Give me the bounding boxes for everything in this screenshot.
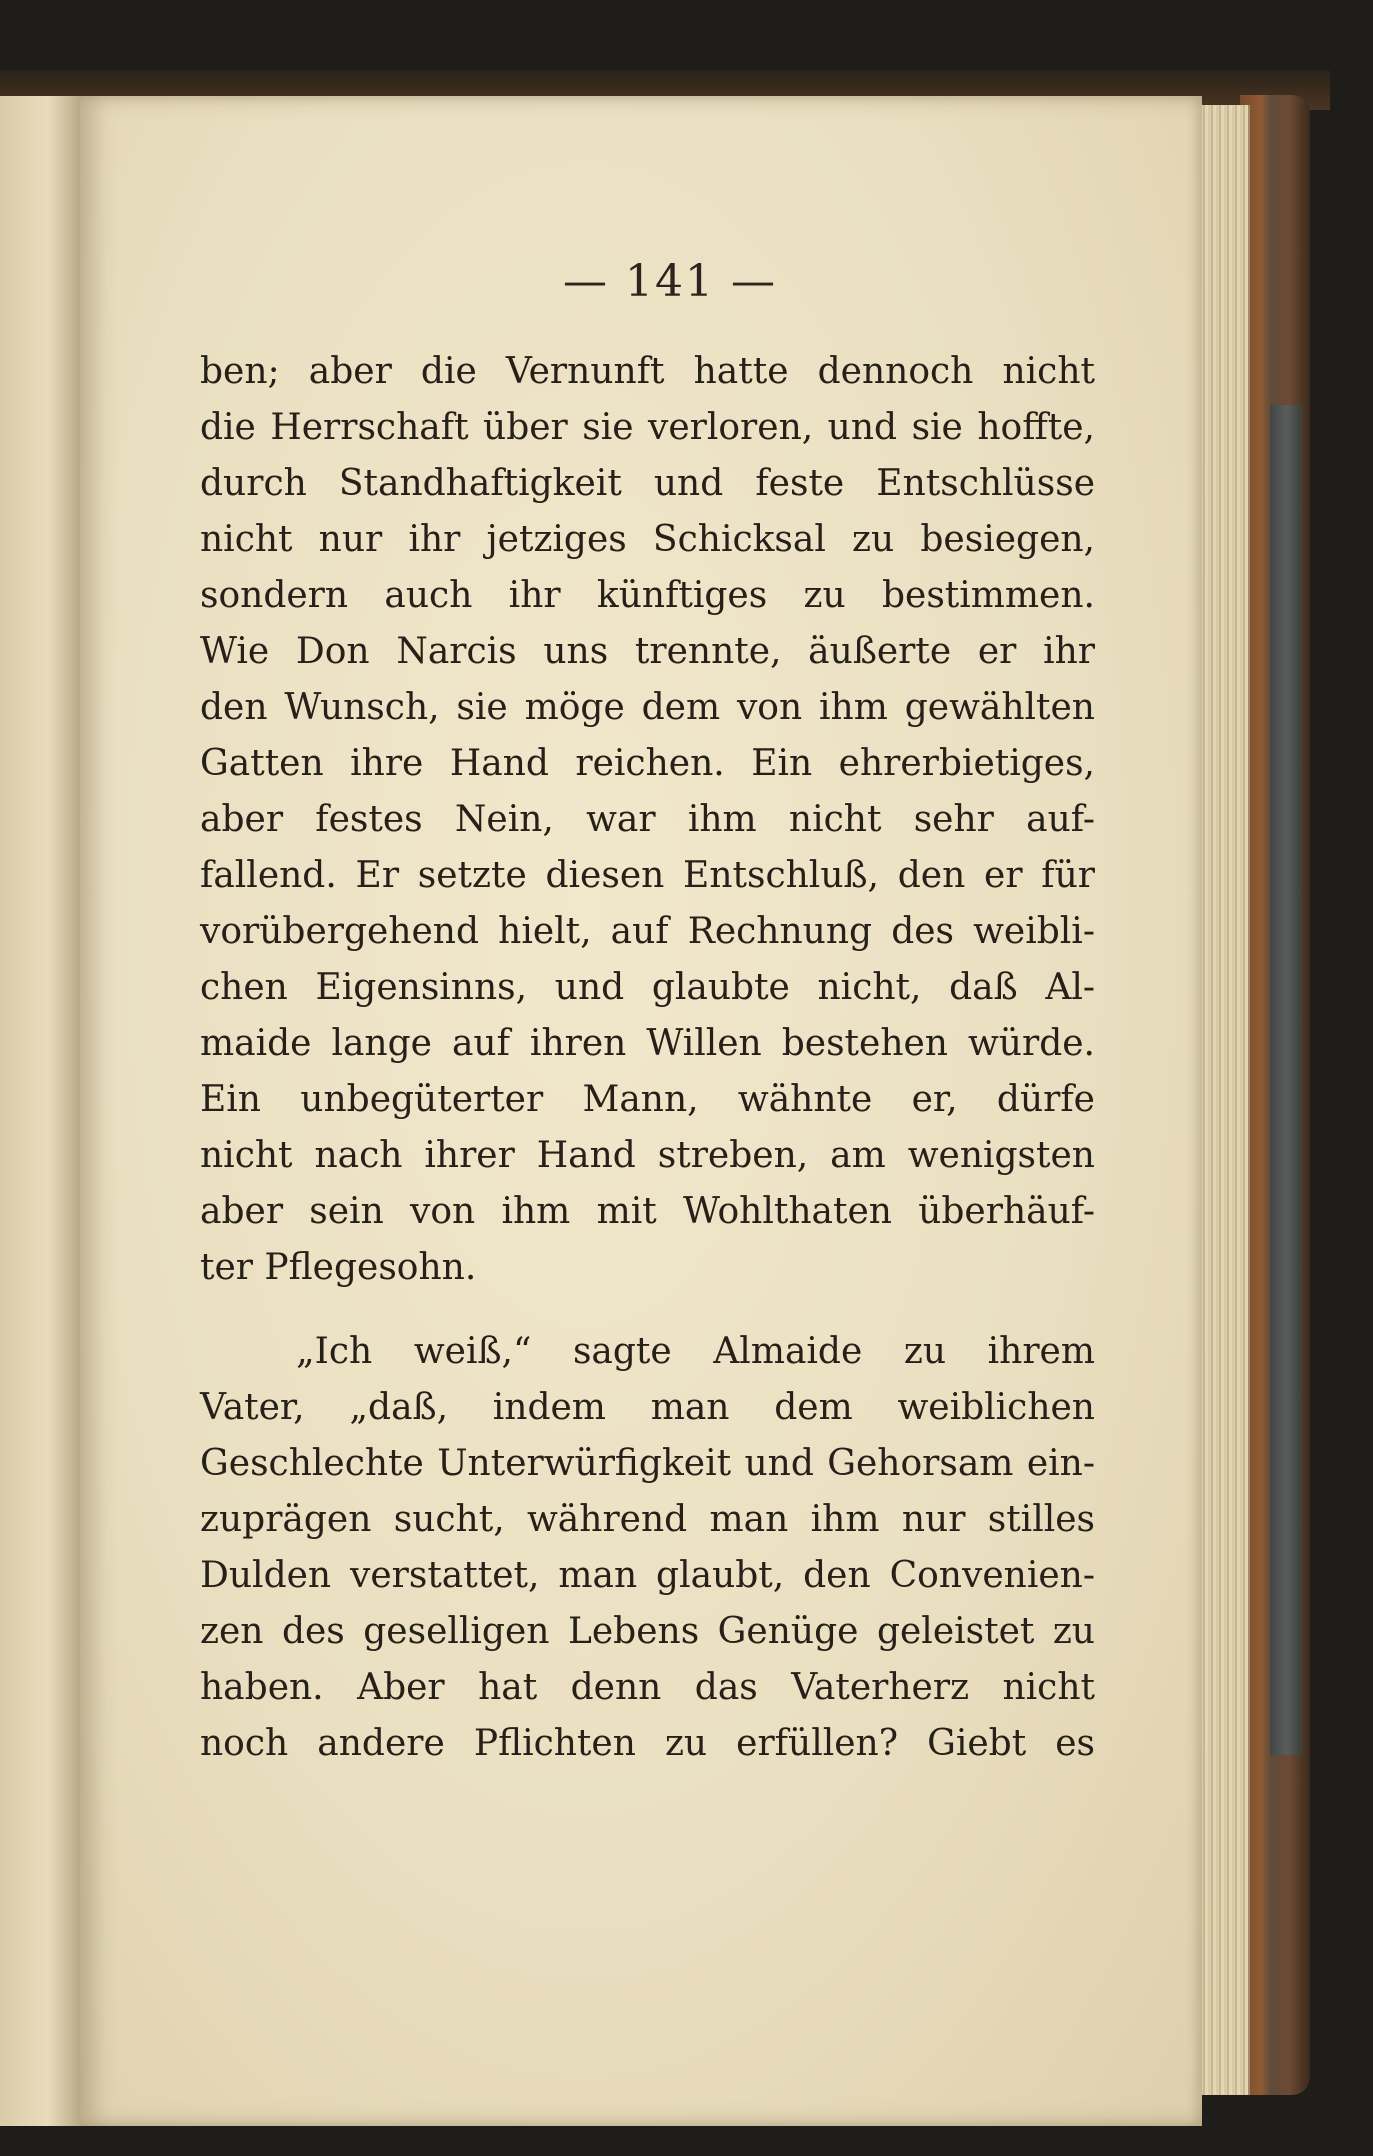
text-line: aber sein von ihm mit Wohlthaten überhäuf-: [200, 1191, 1095, 1232]
text-line: Gatten ihre Hand reichen. Ein ehrerbietiges,: [200, 743, 1095, 784]
text-line: noch andere Pflichten zu erfüllen? Giebt es: [200, 1723, 1095, 1764]
text-line: haben. Aber hat denn das Vaterherz nicht: [200, 1667, 1095, 1708]
text-line: nicht nach ihrer Hand streben, am wenigsten: [200, 1135, 1095, 1176]
text-line: Geschlechte Unterwürfigkeit und Gehorsam ein-: [200, 1443, 1095, 1484]
text-line: Vater, „daß, indem man dem weiblichen: [200, 1387, 1095, 1428]
text-line: maide lange auf ihren Willen bestehen würde.: [200, 1023, 1095, 1064]
text-line: durch Standhaftigkeit und feste Entschlüsse: [200, 463, 1095, 504]
text-line: zen des geselligen Lebens Genüge geleistet zu: [200, 1611, 1095, 1652]
text-line: aber festes Nein, war ihm nicht sehr auf-: [200, 799, 1095, 840]
text-line: ben; aber die Vernunft hatte dennoch nicht: [200, 351, 1095, 392]
book-cover-right-edge: [1240, 95, 1310, 2095]
text-line: „Ich weiß,“ sagte Almaide zu ihrem: [296, 1331, 1095, 1372]
text-line: Dulden verstattet, man glaubt, den Convenien-: [200, 1555, 1095, 1596]
text-line: sondern auch ihr künftiges zu bestimmen.: [200, 575, 1095, 616]
text-line: ter Pflegesohn.: [200, 1247, 477, 1288]
text-line: den Wunsch, sie möge dem von ihm gewählten: [200, 687, 1095, 728]
facing-page-edge: [0, 96, 80, 2126]
text-line: fallend. Er setzte diesen Entschluß, den er für: [200, 855, 1095, 896]
text-line: vorübergehend hielt, auf Rechnung des weibli-: [200, 911, 1095, 952]
page-body-text: [200, 344, 1095, 1772]
text-line: die Herrschaft über sie verloren, und sie hoffte,: [200, 407, 1095, 448]
book-page: [80, 96, 1202, 2126]
text-line: zuprägen sucht, während man ihm nur stilles: [200, 1499, 1095, 1540]
text-line: Wie Don Narcis uns trennte, äußerte er ihr: [200, 631, 1095, 672]
page-block-edges: [1200, 105, 1250, 2095]
text-line: chen Eigensinns, und glaubte nicht, daß Al-: [200, 967, 1095, 1008]
page-number: — 141 —: [563, 256, 777, 307]
text-line: nicht nur ihr jetziges Schicksal zu besiegen,: [200, 519, 1095, 560]
text-line: Ein unbegüterter Mann, wähnte er, dürfe: [200, 1079, 1095, 1120]
cover-spine-band: [1270, 405, 1302, 1755]
